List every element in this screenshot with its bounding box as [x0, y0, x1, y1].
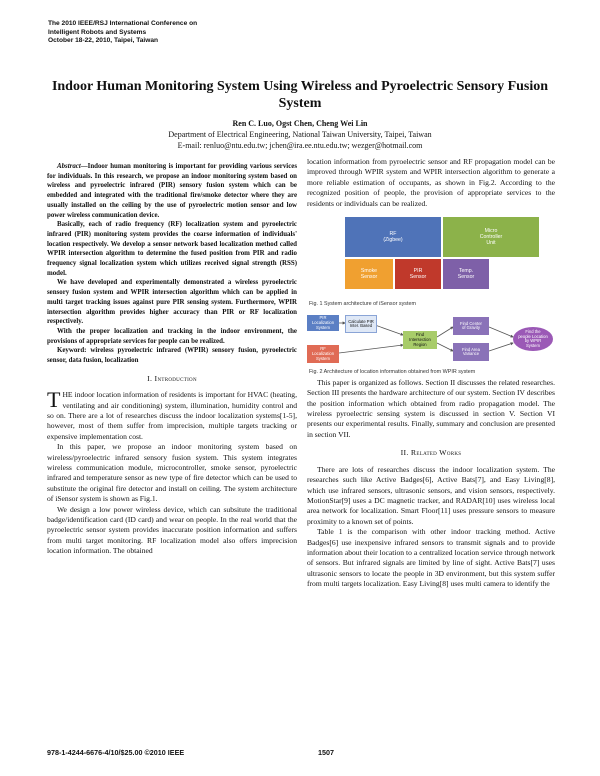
related-works-p1: There are lots of researches discuss the indoor localization system. The researches such like Active Badges[6], Active Bats[7], and Easy Living[8], which use infrared sensors, ultrasonic sensors, and vision sensors, respectively. MotionStar[9] uses a DC magnetic tracker, and RADAR[10] uses wireless local area network for localization. Smart Floor[11] uses pressure sensors to measure proximity to a known set of points. [307, 464, 555, 526]
right-column [307, 157, 555, 590]
pir-sensor-block: PIR Sensor [395, 259, 441, 289]
mcu-block: Micro Controller Unit [443, 217, 539, 257]
intro-p3: We design a low power wireless device, which can subsitute the traditional badge/identification card (ID card) and wear on people. In the real world that the pyroelectric sensor system provides inaccurate position information and suffers from multi target monitoring. RF localization model also offers imprecision location information. The obtained [47, 504, 297, 556]
section-title: Introduction [154, 373, 197, 383]
author-names: Ren C. Luo, Ogst Chen, Cheng Wei Lin [232, 119, 368, 128]
result-ellipse: Find the people Location by WPIR System [513, 327, 553, 351]
introduction-body [47, 387, 297, 557]
smoke-sensor-block: Smoke Sensor [345, 259, 393, 289]
section-number: II. [400, 448, 409, 458]
drop-cap: T [47, 387, 61, 413]
rf-zigbee-block: RF (Zigbee) [345, 217, 441, 257]
right-intro-continued: location information from pyroelectric sensor and RF propagation model can be improved through WPIR system and WPIR intersection algorithm to generate a more reliable estimation of occupants, as shown in Fig.2. According to the recognized position of people, the provision of appropriate services to the residents or individuals can be realized. [307, 157, 555, 208]
abstract-p1: Indoor human monitoring is important for providing various services for individuals. In this research, we propose an indoor monitoring system based on wireless and pyroelectric infrared (PIR) sensory fusion system which can be embedded and integrated with the traditional fire/smoke detector where they are usually installed on the ceiling by the use of pyroelectric motion sensor and low power wireless communication device. [47, 163, 297, 219]
related-works-p2: Table 1 is the comparison with other indoor tracking method. Active Badges[6] use inexpensive infrared sensors to transmit signals and to provide information about their location to a centralized location service through network of sensors. But infrared signals are limited by line of sight. Active Bats[7] uses ultrasonic sensors to locate the people in 3D environment, but this system suffer from multi targets localization. Easy Living[8] uses multi camera to identify the [307, 527, 555, 589]
affiliation: Department of Electrical Engineering, National Taiwan University, Taipei, Taiwan [168, 130, 432, 139]
conference-header [48, 20, 197, 46]
abstract-label: Abstract— [57, 163, 88, 170]
center-of-gravity-box: Find Center of Gravity [453, 317, 489, 335]
temp-sensor-block: Temp. Sensor [443, 259, 489, 289]
area-variance-box: Find Area Variance [453, 343, 489, 361]
figure-1-caption: Fig. 1 System architecture of iSensor system [309, 301, 416, 308]
footer-isbn: 978-1-4244-6676-4/10/$25.00 ©2010 IEEE [47, 748, 185, 757]
rf-localization-box: RF Localization System [307, 345, 339, 363]
page-number: 1507 [318, 748, 334, 757]
author-block [40, 118, 560, 151]
left-column [47, 162, 297, 557]
conference-line-1: The 2010 IEEE/RSJ International Conference on [48, 20, 198, 27]
abstract-p2: Basically, each of radio frequency (RF) localization system and pyroelectric infrared (PIR) monitoring system provides the coarse information of individuals' location respectively. We develop a sensor network based localization method called WPIR intersection algorithm to determine the fused position from PIR and radio frequency signal localization system which utilizes received signal strength (RSS) model. [47, 221, 297, 277]
pir-localization-box: PIR Localization System [307, 315, 339, 331]
email-line: E-mail: renluo@ntu.edu.tw; jchen@ira.ee.ntu.edu.tw; wezger@hotmail.com [177, 141, 423, 150]
conference-line-3: October 18-22, 2010, Taipei, Taiwan [48, 37, 159, 45]
abstract-p3: We have developed and experimentally demonstrated a wireless pyroelectric sensory fusion system and WPIR intersection algorithm which can be applied in multi target tracking issues against pure PIR sensing system. Furthermore, WPIR intersection algorithm provides higher accuracy than PIR or RF localization respectively. [47, 279, 297, 326]
figure-1-architecture [345, 217, 539, 297]
section-number: I. [147, 373, 153, 383]
section-heading-introduction [47, 374, 297, 384]
figure-2-flowchart [307, 313, 555, 365]
section-title: Related Works [410, 448, 462, 458]
intro-p1: HE indoor location information of residents is important for HVAC (heating, ventilating and air conditioning) system, illumination, humidity control and so on. There are a lot of researches discuss the indoor localization systems[1-5], however, most of them suffer from imprecision, multiple targets tracking or expensive implementation cost. [47, 390, 297, 441]
organization-paragraph: This paper is organized as follows. Section II discusses the related researches. Section III presents the hardware architecture of our system. Section IV describes the position information which obtained from radio propagation model. The wireless pyroelectric sensing system is discussed in section V. Section VI presents our experimental results. Finally, summary and conclusion are presented in section VII. [307, 377, 555, 439]
section-heading-related-works [307, 448, 555, 458]
intro-p2: In this paper, we propose an indoor monitoring system based on wireless/pyroelectric infrared sensory fusion system. This system integrates wireless communication module, microcontroller, smoke sensor, pyroelectric infrared and temperature sensor as new type of fire detector which can be used to substitute the original fire detector and install on ceiling. The system architecture of iSensor system is shown as Fig.1. [47, 442, 297, 504]
figure-2-caption: Fig. 2 Architecture of location information obtained from WPIR system [309, 369, 476, 376]
paper-title: Indoor Human Monitoring System Using Wireless and Pyroelectric Sensory Fusion System [51, 79, 549, 111]
conference-line-2: Intelligent Robots and Systems [48, 28, 147, 36]
abstract-p4: With the proper localization and tracking in the indoor environment, the provisions of appropriate services for people can be realized. [47, 327, 297, 345]
calc-pir-box: Calculate PIR Inter. Based [345, 315, 377, 333]
abstract [47, 162, 297, 366]
find-intersection-box: Find Intersection Region [403, 331, 437, 349]
keywords: Keyword: wireless pyroelectric infrared (WPIR) sensory fusion, pyroelectric sensor, data fusion, localization [47, 347, 297, 365]
